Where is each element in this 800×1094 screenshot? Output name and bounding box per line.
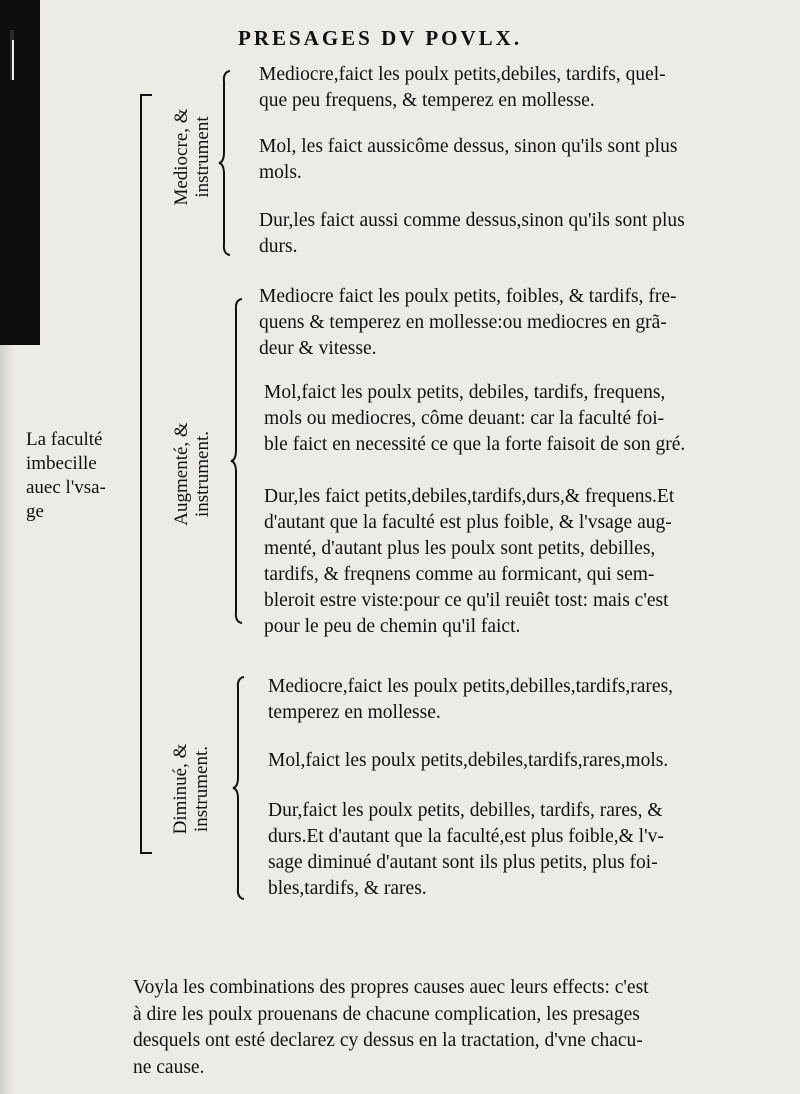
running-header: PRESAGES DV POVLX. bbox=[238, 26, 523, 50]
entry-paragraph bbox=[264, 484, 674, 640]
text-line: ble faict en necessité ce que la forte faisoit de son gré. bbox=[264, 434, 686, 455]
text-line: Mol, les faict aussicôme dessus, sinon qu'ils sont plus bbox=[259, 136, 678, 157]
text-line: deur & vitesse. bbox=[259, 338, 377, 359]
main-label-line: ge bbox=[26, 501, 44, 522]
text-line: temperez en mollesse. bbox=[268, 702, 441, 723]
group-label-line: instrument. bbox=[192, 430, 213, 518]
group-label-line: instrument. bbox=[191, 745, 212, 833]
closing-paragraph bbox=[133, 975, 783, 1081]
main-label-line: imbecille bbox=[26, 453, 97, 474]
main-label-line: La faculté bbox=[26, 429, 103, 450]
text-line: Dur,les faict aussi comme dessus,sinon qu'ils sont plus bbox=[259, 210, 685, 231]
text-line: bleroit estre viste:pour ce qu'il reuiêt tost: mais c'est bbox=[264, 590, 669, 611]
entry-paragraph bbox=[259, 134, 677, 186]
entry-paragraph bbox=[259, 208, 685, 260]
entry-paragraph bbox=[264, 380, 685, 458]
entry-paragraph bbox=[259, 284, 677, 362]
text-line: tardifs, & freqnens comme au formicant, qui sem- bbox=[264, 564, 655, 585]
text-line: Mol,faict les poulx petits, debiles, tardifs, frequens, bbox=[264, 382, 666, 403]
page-edge-mark bbox=[12, 40, 14, 80]
curly-brace bbox=[232, 676, 246, 900]
entry-paragraph bbox=[268, 798, 664, 902]
text-line: Dur,faict les poulx petits, debilles, tardifs, rares, & bbox=[268, 800, 663, 821]
text-line: menté, d'autant plus les poulx sont petits, debilles, bbox=[264, 538, 656, 559]
main-bracket-line bbox=[140, 94, 142, 854]
text-line: pour le peu de chemin qu'il faict. bbox=[264, 616, 521, 637]
entry-paragraph bbox=[268, 674, 673, 726]
text-line: mols ou mediocres, côme deuant: car la faculté foi- bbox=[264, 408, 665, 429]
group-label-augmente bbox=[171, 374, 215, 574]
text-line: durs.Et d'autant que la faculté,est plus foible,& l'v- bbox=[268, 826, 664, 847]
text-line: mols. bbox=[259, 162, 302, 183]
page-edge-shadow bbox=[0, 0, 40, 345]
text-line: Mediocre faict les poulx petits, foibles, & tardifs, fre- bbox=[259, 286, 677, 307]
entry-paragraph bbox=[268, 748, 668, 774]
text-line: Mediocre,faict les poulx petits,debiles, tardifs, quel- bbox=[259, 64, 666, 85]
entry-paragraph bbox=[259, 62, 666, 114]
text-line: ne cause. bbox=[133, 1056, 205, 1078]
text-line: quens & temperez en mollesse:ou mediocres en grã- bbox=[259, 312, 667, 333]
curly-brace bbox=[218, 70, 232, 256]
bracket-tick bbox=[140, 94, 152, 96]
text-line: Mol,faict les poulx petits,debiles,tardifs,rares,mols. bbox=[268, 750, 669, 771]
text-line: desquels ont esté declarez cy dessus en la tractation, d'vne chacu- bbox=[133, 1030, 643, 1051]
main-subject-label bbox=[26, 428, 136, 524]
page-margin-shadow bbox=[0, 345, 14, 1094]
text-line: Dur,les faict petits,debiles,tardifs,durs,& frequens.Et bbox=[264, 486, 675, 507]
text-line: Voyla les combinations des propres causes auec leurs effects: c'est bbox=[133, 977, 649, 998]
group-label-diminue bbox=[170, 699, 214, 879]
group-label-line: instrument bbox=[192, 116, 213, 198]
text-line: sage diminué d'autant sont ils plus petits, plus foi- bbox=[268, 852, 658, 873]
text-line: Mediocre,faict les poulx petits,debilles,tardifs,rares, bbox=[268, 676, 674, 697]
main-label-line: auec l'vsa- bbox=[26, 477, 106, 498]
group-label-mediocre bbox=[171, 72, 215, 242]
group-label-line: Augmenté, & bbox=[171, 422, 192, 526]
text-line: que peu frequens, & temperez en mollesse. bbox=[259, 90, 595, 111]
group-label-line: Diminué, & bbox=[170, 743, 191, 835]
text-line: à dire les poulx prouenans de chacune complication, les presages bbox=[133, 1003, 640, 1025]
text-line: durs. bbox=[259, 236, 298, 257]
curly-brace bbox=[230, 298, 244, 624]
group-label-line: Mediocre, & bbox=[171, 108, 192, 206]
bracket-tick bbox=[140, 852, 152, 854]
text-line: bles,tardifs, & rares. bbox=[268, 878, 427, 899]
text-line: d'autant que la faculté est plus foible, & l'vsage aug- bbox=[264, 512, 672, 533]
